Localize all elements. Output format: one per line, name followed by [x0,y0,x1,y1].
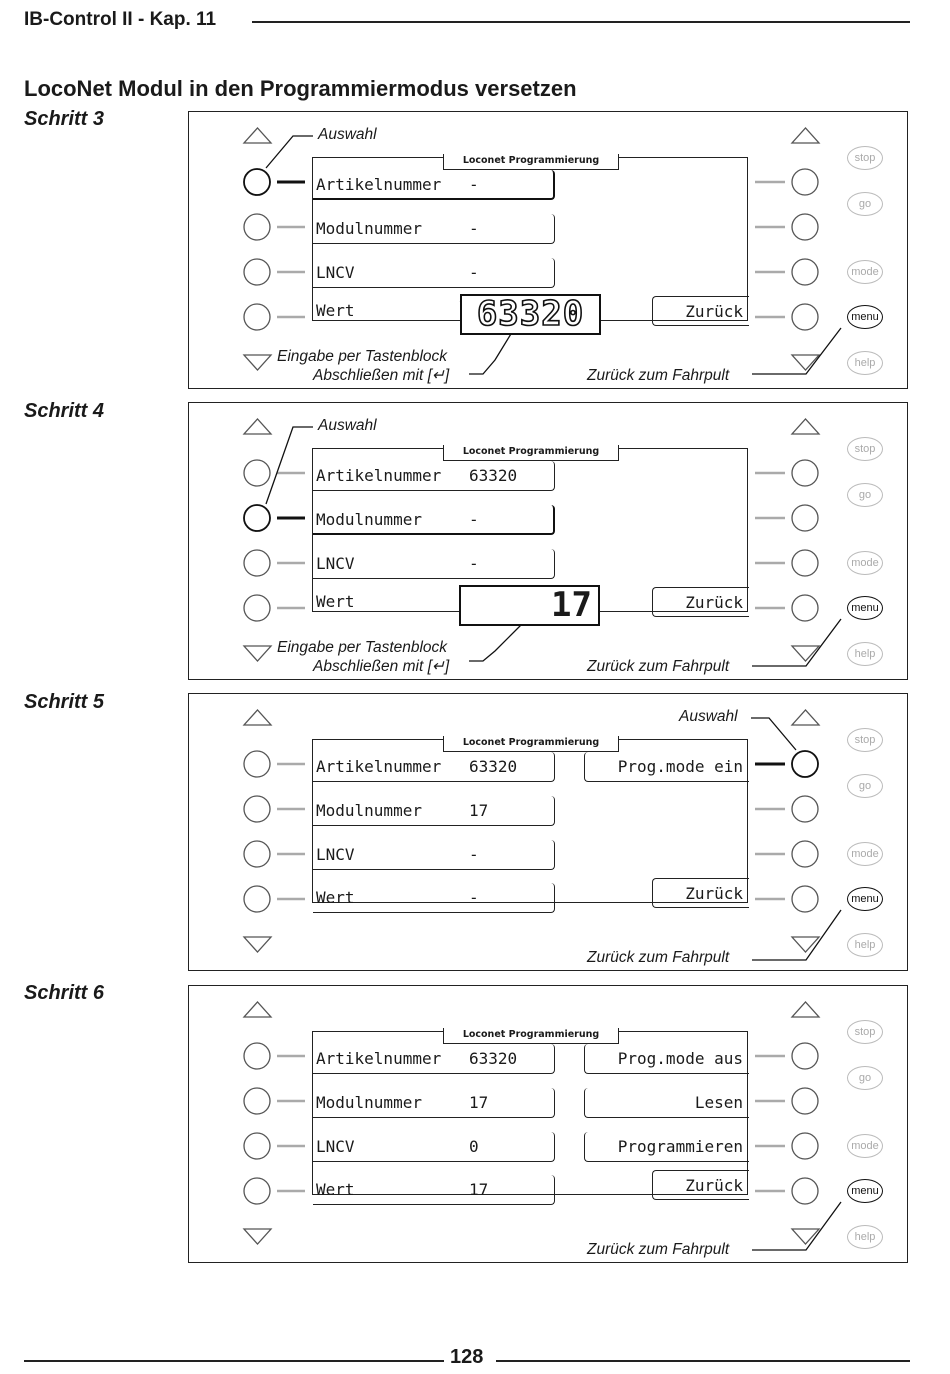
annotation-zurueck-fahrpult: Zurück zum Fahrpult [587,1241,730,1258]
row-value: 17 [469,1093,489,1112]
left-down-arrow-icon [244,937,271,952]
row-modulnummer[interactable] [313,796,555,826]
row-label: Artikelnummer [316,466,442,485]
right-up-arrow-icon [792,1002,819,1017]
menu-button[interactable]: menu [847,596,883,620]
screen-title: Loconet Programmierung [443,1028,619,1044]
annotation-zurueck-fahrpult: Zurück zum Fahrpult [587,658,730,675]
row-label: Modulnummer [316,510,422,529]
annotation-auswahl: Auswahl [318,417,377,434]
left-up-arrow-icon [244,1002,271,1017]
lcd-screen [312,446,748,625]
right-down-arrow-icon [792,1229,819,1244]
row-wert[interactable] [313,592,463,612]
right-up-arrow-icon [792,710,819,725]
row-value: 63320 [469,1049,518,1068]
display-panel-step-6 [188,985,908,1263]
step-label-5: Schritt 5 [24,691,105,713]
row-value: - [469,554,479,573]
prog-mode-ein-button[interactable]: Prog.mode ein [584,752,749,782]
left-up-arrow-icon [244,128,271,143]
row-lncv[interactable] [313,1132,555,1162]
right-down-arrow-icon [792,937,819,952]
row-wert[interactable] [313,1175,555,1205]
display-panel-step-3 [188,111,908,389]
annotation-auswahl: Auswahl [318,126,377,143]
step-label-3: Schritt 3 [24,108,105,130]
row-value: - [469,219,479,238]
lcd-screen [312,155,748,334]
entry-field[interactable]: 17 [459,585,600,626]
screen-title: Loconet Programmierung [443,445,619,461]
stop-button[interactable]: stop [847,146,883,170]
annotation-abschliessen: Abschließen mit [↵] [313,658,450,675]
row-value: - [469,263,479,282]
row-artikelnummer[interactable] [313,752,555,782]
display-panel-step-4 [188,402,908,680]
row-label: Wert [316,592,355,611]
zurueck-button[interactable]: Zurück [652,587,749,617]
row-lncv[interactable] [313,840,555,870]
prog-mode-aus-button[interactable]: Prog.mode aus [584,1044,749,1074]
row-modulnummer[interactable] [313,214,555,244]
help-button[interactable]: help [847,351,883,375]
help-button[interactable]: help [847,1225,883,1249]
step-label-4: Schritt 4 [24,400,105,422]
annotation-eingabe: Eingabe per Tastenblock [277,639,448,656]
row-lncv[interactable] [313,549,555,579]
right-up-arrow-icon [792,419,819,434]
zurueck-button[interactable]: Zurück [652,1170,749,1200]
go-button[interactable]: go [847,774,883,798]
entry-field[interactable]: 63320 [460,294,601,335]
row-label: Artikelnummer [316,757,442,776]
stop-button[interactable]: stop [847,728,883,752]
help-button[interactable]: help [847,642,883,666]
row-label: Wert [316,301,355,320]
row-value: 17 [469,1180,489,1199]
right-up-arrow-icon [792,128,819,143]
row-label: Artikelnummer [316,175,442,194]
row-lncv[interactable] [313,258,555,288]
go-button[interactable]: go [847,483,883,507]
row-value: 0 [469,1137,479,1156]
row-wert[interactable] [313,301,463,321]
mode-button[interactable]: mode [847,1134,883,1158]
screen-title: Loconet Programmierung [443,154,619,170]
row-label: Wert [316,1180,355,1199]
annotation-auswahl: Auswahl [679,708,738,725]
lesen-button[interactable]: Lesen [584,1088,749,1118]
section-title: LocoNet Modul in den Programmiermodus versetzen [24,76,577,101]
mode-button[interactable]: mode [847,842,883,866]
left-down-arrow-icon [244,355,271,370]
annotation-abschliessen: Abschließen mit [↵] [313,367,450,384]
annotation-eingabe: Eingabe per Tastenblock [277,348,448,365]
annotation-zurueck-fahrpult: Zurück zum Fahrpult [587,949,730,966]
left-up-arrow-icon [244,419,271,434]
annotation-zurueck-fahrpult: Zurück zum Fahrpult [587,367,730,384]
footer-rule-left [24,1360,444,1362]
stop-button[interactable]: stop [847,1020,883,1044]
row-label: Wert [316,888,355,907]
mode-button[interactable]: mode [847,260,883,284]
left-down-arrow-icon [244,1229,271,1244]
go-button[interactable]: go [847,1066,883,1090]
row-label: Modulnummer [316,801,422,820]
menu-button[interactable]: menu [847,305,883,329]
row-wert[interactable] [313,883,555,913]
stop-button[interactable]: stop [847,437,883,461]
row-modulnummer[interactable] [313,505,555,535]
page-number: 128 [450,1346,484,1368]
row-label: LNCV [316,263,355,282]
row-value: 63320 [469,757,518,776]
left-down-arrow-icon [244,646,271,661]
left-up-arrow-icon [244,710,271,725]
step-label-6: Schritt 6 [24,982,105,1004]
row-value: 63320 [469,466,518,485]
screen-title: Loconet Programmierung [443,736,619,752]
row-modulnummer[interactable] [313,1088,555,1118]
row-label: Modulnummer [316,1093,422,1112]
row-label: LNCV [316,554,355,573]
header-rule [252,21,910,23]
menu-button[interactable]: menu [847,1179,883,1203]
row-value: - [469,845,479,864]
row-artikelnummer[interactable] [313,1044,555,1074]
go-button[interactable]: go [847,192,883,216]
programmieren-button[interactable]: Programmieren [584,1132,749,1162]
row-label: Modulnummer [316,219,422,238]
zurueck-button[interactable]: Zurück [652,296,749,326]
row-label: LNCV [316,845,355,864]
row-artikelnummer[interactable] [313,170,555,200]
row-value: 17 [469,801,489,820]
footer-rule-right [496,1360,910,1362]
row-label: LNCV [316,1137,355,1156]
row-label: Artikelnummer [316,1049,442,1068]
lcd-screen [312,1029,748,1199]
zurueck-button[interactable]: Zurück [652,878,749,908]
menu-button[interactable]: menu [847,887,883,911]
row-value: - [469,888,479,907]
mode-button[interactable]: mode [847,551,883,575]
row-value: - [469,510,479,529]
display-panel-step-5 [188,693,908,971]
row-value: - [469,175,479,194]
header-title: IB-Control II - Kap. 11 [24,9,217,30]
row-artikelnummer[interactable] [313,461,555,491]
lcd-screen [312,737,748,907]
help-button[interactable]: help [847,933,883,957]
